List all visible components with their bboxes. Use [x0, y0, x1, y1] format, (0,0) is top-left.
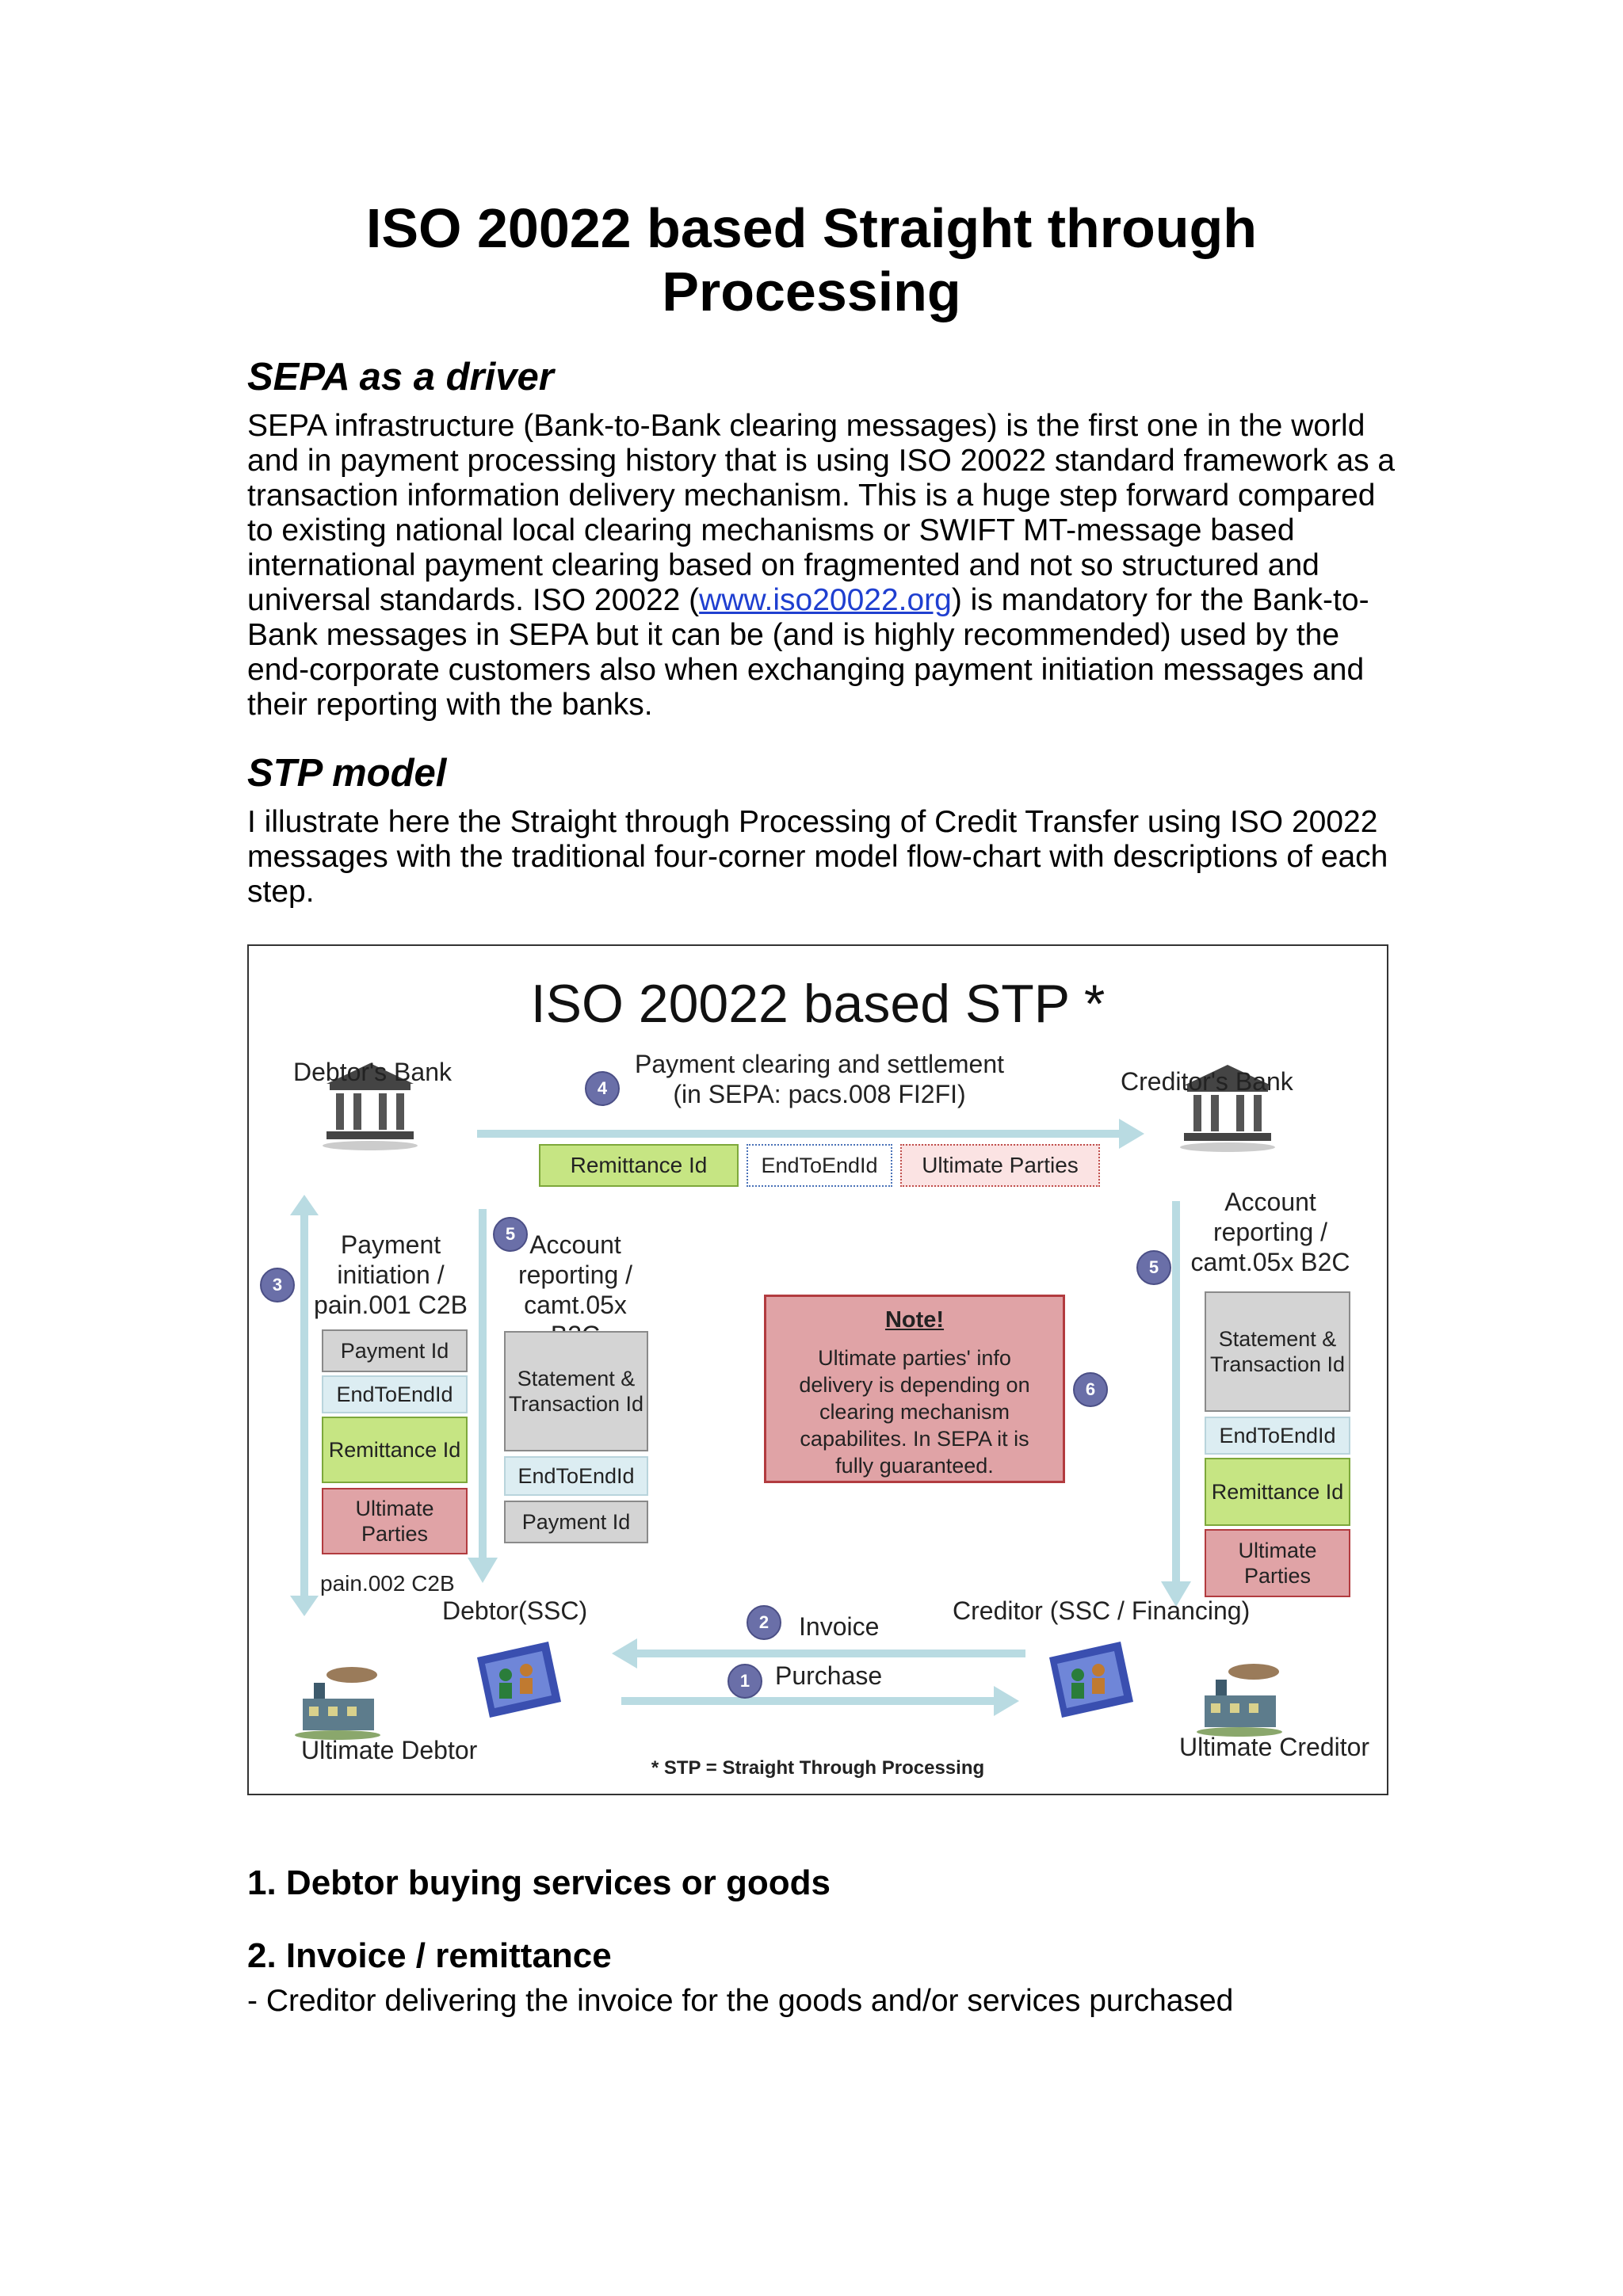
right-statement-box: Statement & Transaction Id — [1205, 1291, 1350, 1412]
invoice-label: Invoice — [799, 1612, 880, 1641]
debtors-bank-label: Debtor's Bank — [293, 1058, 452, 1086]
sepa-paragraph — [247, 409, 1404, 723]
step2-heading: 2. Invoice / remittance — [247, 1936, 612, 1975]
page-title-text: ISO 20022 based Straight through Processing — [365, 197, 1258, 322]
creditor-ssc-label: Creditor (SSC / Financing) — [953, 1596, 1251, 1625]
sepa-text-b: ) is mandatory for the Bank-to-Bank messages in SEPA but it can be (and is highly recommended) used by the end-corporate customers also when exchanging payment initiation messages and their reporting with the banks. — [247, 583, 1369, 722]
step-badge-4: 4 — [585, 1071, 620, 1106]
pain-arrow-head-up — [290, 1195, 319, 1215]
top-remittance-id-box: Remittance Id — [539, 1144, 739, 1187]
left-endtoendid-box: EndToEndId — [504, 1456, 648, 1496]
step-badge-3: 3 — [260, 1268, 295, 1302]
debtor-remittance-id-box: Remittance Id — [322, 1417, 468, 1483]
step-badge-2: 2 — [747, 1605, 781, 1640]
purchase-arrow-shaft — [621, 1697, 994, 1705]
left-statement-box: Statement & Transaction Id — [504, 1331, 648, 1451]
pain002-label: pain.002 C2B — [320, 1571, 455, 1596]
right-endtoendid-box: EndToEndId — [1205, 1417, 1350, 1455]
stp-diagram — [247, 944, 1388, 1795]
debtor-payment-id-box: Payment Id — [322, 1329, 468, 1372]
iso20022-link[interactable]: www.iso20022.org — [699, 583, 952, 617]
purchase-label: Purchase — [775, 1661, 883, 1690]
section-heading-sepa: SEPA as a driver — [247, 356, 554, 399]
debtor-ssc-label: Debtor(SSC) — [442, 1596, 588, 1625]
account-reporting-right-label: Account reporting / camt.05x B2C — [1190, 1188, 1350, 1276]
clearing-line1: Payment clearing and settlement — [634, 1050, 1005, 1078]
step1-heading: 1. Debtor buying services or goods — [247, 1863, 831, 1902]
ultimate-debtor-label: Ultimate Debtor — [301, 1736, 478, 1764]
stp-paragraph: I illustrate here the Straight through Processing of Credit Transfer using ISO 20022 messages with the traditional four-corner model flow-chart with descriptions of each step. — [247, 805, 1388, 909]
invoice-arrow-shaft — [637, 1650, 1025, 1657]
step-badge-1: 1 — [727, 1664, 762, 1699]
step-badge-5-left: 5 — [493, 1217, 528, 1252]
factory-icon — [1197, 1664, 1282, 1737]
clearing-arrow-head — [1119, 1119, 1144, 1149]
step2-text: - Creditor delivering the invoice for the goods and/or services purchased — [247, 1984, 1234, 2018]
factory-icon — [295, 1667, 380, 1740]
pain-arrow-head-down — [290, 1596, 319, 1616]
step-badge-6: 6 — [1073, 1372, 1108, 1407]
sepa-text-a: SEPA infrastructure (Bank-to-Bank clearing messages) is the first one in the world and in payment processing history that is using ISO 20022 standard framework as a transaction information delivery mechanism. This is a huge step forward compared to existing national local clearing mechanisms or SWIFT MT-message based international payment clearing based on fragmented and not so structured and universal standards. ISO 20022 ( — [247, 409, 1396, 617]
camt-left-arrow-shaft — [479, 1209, 487, 1558]
account-reporting-left-label: Account reporting / camt.05x — [517, 1230, 633, 1319]
clearing-label — [621, 1049, 1018, 1109]
invoice-arrow-head — [612, 1638, 637, 1669]
note-title: Note! — [884, 1307, 945, 1333]
creditors-bank-label: Creditor's Bank — [1121, 1067, 1293, 1096]
payment-initiation-label: Payment initiation / pain.001 C2B — [314, 1230, 468, 1319]
note-text: Ultimate parties' info delivery is depending on clearing mechanism capabilites. In SEPA it is fully guaranteed. — [799, 1346, 1030, 1478]
note-box — [764, 1295, 1065, 1483]
right-remittance-id-box: Remittance Id — [1205, 1458, 1350, 1526]
people-office-icon — [477, 1642, 561, 1718]
left-payment-id-box: Payment Id — [504, 1501, 648, 1543]
purchase-arrow-head — [994, 1686, 1019, 1716]
clearing-line2: (in SEPA: pacs.008 FI2FI) — [673, 1080, 966, 1108]
debtor-ultimate-parties-box: Ultimate Parties — [322, 1488, 468, 1554]
step-badge-5-right: 5 — [1136, 1250, 1171, 1285]
top-ultimate-parties-box: Ultimate Parties — [900, 1144, 1100, 1187]
diagram-footnote: * STP = Straight Through Processing — [651, 1757, 985, 1779]
diagram-title: ISO 20022 based STP * — [530, 974, 1106, 1034]
section-heading-stp: STP model — [247, 752, 447, 795]
page-title — [0, 196, 1623, 323]
debtor-endtoendid-box: EndToEndId — [322, 1375, 468, 1413]
ultimate-creditor-label: Ultimate Creditor — [1179, 1733, 1370, 1761]
camt-left-arrow-head — [468, 1558, 498, 1583]
top-endtoendid-box: EndToEndId — [747, 1144, 892, 1187]
right-ultimate-parties-box: Ultimate Parties — [1205, 1529, 1350, 1597]
people-office-icon — [1049, 1642, 1133, 1718]
clearing-arrow-shaft — [477, 1130, 1119, 1138]
